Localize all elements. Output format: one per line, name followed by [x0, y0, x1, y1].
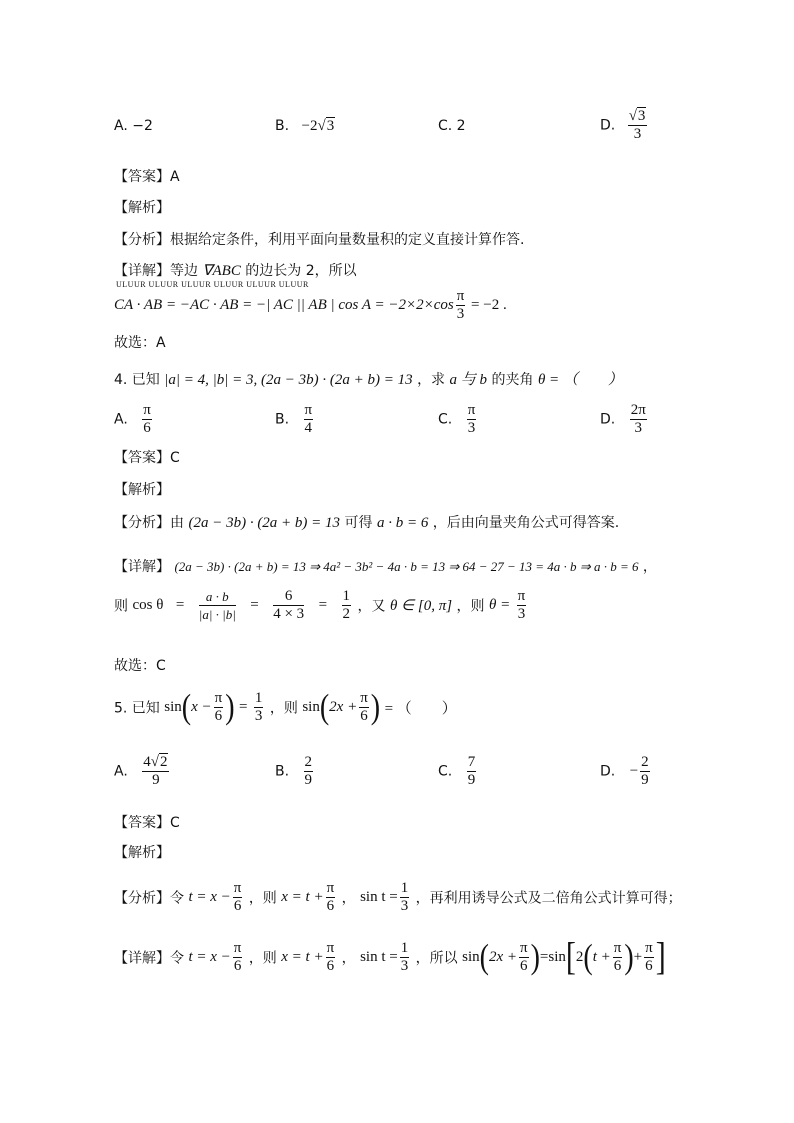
q4-derivation: (2a − 3b) · (2a + b) = 13 ⇒ 4a² − 3b² − 4a · b = 13 ⇒ 64 − 27 − 13 = 4a · b ⇒ a · b = 6: [174, 559, 639, 574]
q3-option-b-label: B.: [275, 118, 290, 134]
q3-option-a: A. −2: [114, 118, 153, 134]
q5-option-c: C. $\frac{7}{9}$: [438, 754, 476, 788]
q3-answer: 【答案】A: [114, 169, 180, 185]
q4-answer: 【答案】C: [114, 450, 180, 466]
q5-option-d: D. − $\frac{2}{9}$: [600, 754, 649, 788]
q4-stem-vectors: a 与 b: [449, 372, 488, 388]
q5-stem: 5. 已知 sin(x − $\frac{\pi}{6}$ ) = $\frac{1}{3}$ ，则 sin(2x + $\frac{\pi}{6}$ ) = （ ）: [114, 687, 457, 727]
q5-xiangjie: 【详解】令 t = x − $\frac{\pi}{6}$ ，则 x = t + $\frac{\pi}{6}$ ， sin t = $\frac{1}{3}$ ，所以 sin(2x + $\frac{\pi}{6}$ )=sin[2(t + $\frac{\pi}{6}$ )+ $\frac{\pi}{6}$ ]: [114, 935, 666, 979]
q3-option-d-label: D.: [600, 117, 616, 134]
q3-option-b: [275, 118, 335, 135]
q4-choice: 故选：C: [114, 658, 166, 674]
q5-fenxi: 【分析】令 t = x − $\frac{\pi}{6}$ ，则 x = t + $\frac{\pi}{6}$ ， sin t = $\frac{1}{3}$ ，再利用诱导公式及二倍角公式计算可得；: [114, 880, 682, 914]
q5-option-a: A. $\frac{4√2}{9}$: [114, 754, 168, 788]
q3-analysis-heading: 【解析】: [114, 200, 170, 216]
q3-fenxi: 【分析】根据给定条件，利用平面向量数量积的定义直接计算作答.: [114, 232, 525, 248]
q5-answer: 【答案】C: [114, 815, 180, 831]
q3-vector-arrows: ULUUR ULUUR ULUUR ULUUR ULUUR ULUUR: [116, 280, 309, 289]
q4-xiangjie: 【详解】 (2a − 3b) · (2a + b) = 13 ⇒ 4a² − 3b² − 4a · b = 13 ⇒ 64 − 27 − 13 = 4a · b ⇒ a · b = 6 ，: [114, 559, 657, 575]
q3-option-b-coef: −2: [301, 118, 318, 134]
q4-cos-formula: 则 cos θ = $\frac{a \cdot b}{|a| \cdot |b|}$ = $\frac{6}{4 \times 3}$ = $\frac{1}{2}$ ，又 θ ∈ [0, π] ，则 θ = $\frac{\pi}{3}$: [114, 588, 526, 622]
q4-option-c: C. $\frac{\pi}{3}$: [438, 402, 476, 436]
triangle-abc: ∇ABC: [202, 263, 241, 279]
q3-equation: CA · AB = −AC · AB = −| AC || AB | cos A = −2×2×cos $\frac{\pi}{3}$ = −2 .: [114, 288, 507, 322]
q4-option-b: B. $\frac{\pi}{4}$: [275, 402, 313, 436]
q3-option-b-sqrt: √3: [317, 118, 335, 134]
q3-option-c: C. 2: [438, 118, 466, 134]
q4-stem: 4. 已知 |a| = 4, |b| = 3, (2a − 3b) · (2a + b) = 13 ，求 a 与 b 的夹角 θ = （ ）: [114, 372, 623, 388]
q4-fenxi: 【分析】由 (2a − 3b) · (2a + b) = 13 可得 a · b = 6 ，后由向量夹角公式可得答案.: [114, 515, 620, 531]
q4-option-a: A. $\frac{\pi}{6}$: [114, 402, 151, 436]
q4-option-d: D. $\frac{2\pi}{3}$: [600, 402, 646, 436]
q5-analysis-heading: 【解析】: [114, 845, 170, 861]
q5-option-b: B. $\frac{2}{9}$: [275, 754, 313, 788]
q3-xiangjie: 【详解】等边 ∇ABC 的边长为 2，所以: [114, 263, 357, 279]
q3-choice: 故选：A: [114, 335, 166, 351]
q3-option-d: [600, 108, 649, 143]
q4-stem-condition: |a| = 4, |b| = 3, (2a − 3b) · (2a + b) = 13: [164, 372, 413, 388]
q3-option-d-fraction: $\frac{√3}{3}$: [628, 108, 646, 142]
q4-analysis-heading: 【解析】: [114, 482, 170, 498]
